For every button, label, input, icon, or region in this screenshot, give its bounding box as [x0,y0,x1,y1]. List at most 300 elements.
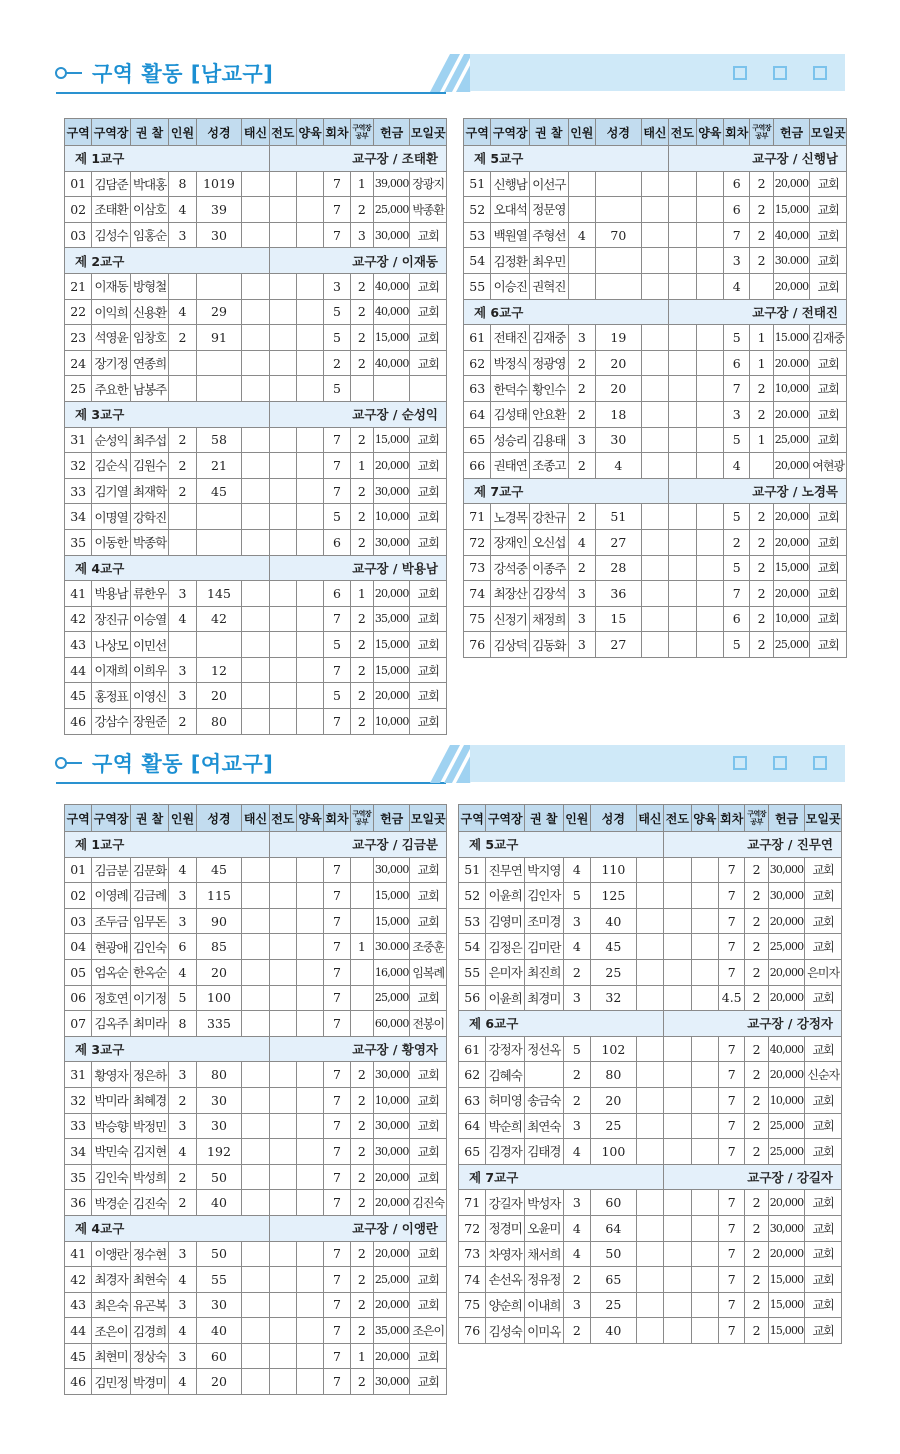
cell-offering: 20,000 [373,1164,409,1190]
cell-taesin [242,1292,269,1318]
group-label: 제 1교구 [65,832,270,858]
cell-offering: 25,000 [373,197,409,223]
cell-deacon-name: 이승열 [130,606,169,632]
cell-evangelism [664,934,691,960]
cell-district-no: 01 [65,857,92,883]
cell-district-no: 07 [65,1011,92,1037]
cell-session-count: 7 [324,934,350,960]
column-header-nurture: 양육 [296,805,323,832]
header-square-icon [773,66,787,80]
table-row [65,934,447,960]
cell-meeting-place: 교회 [410,1139,447,1165]
column-header-nurture: 양육 [696,119,723,146]
cell-deacon-name: 정광영 [530,350,569,376]
cell-offering: 20,000 [768,959,805,985]
cell-leader-study: 2 [350,1318,373,1344]
cell-members: 5 [169,985,196,1011]
table-row [65,1369,447,1395]
cell-leader-name: 주요한 [92,376,131,402]
group-header-row [65,401,447,427]
column-header-deacon-name: 권 찰 [130,119,169,146]
column-header-deacon-name: 권 찰 [530,119,569,146]
table-row [459,857,842,883]
cell-leader-name: 나상모 [92,632,131,658]
cell-session-count: 7 [324,1113,350,1139]
cell-deacon-name: 송금숙 [525,1087,564,1113]
cell-taesin [636,1062,663,1088]
cell-evangelism [664,1318,691,1344]
cell-members: 2 [169,478,196,504]
cell-offering: 20,000 [373,1292,409,1318]
cell-evangelism [269,1267,296,1293]
cell-evangelism [669,555,696,581]
cell-bible: 58 [196,427,242,453]
column-header-leader-study: 구역장 공부 [350,119,373,146]
cell-taesin [636,1292,663,1318]
cell-bible [196,350,242,376]
cell-district-no: 41 [65,581,92,607]
cell-leader-study: 2 [745,908,768,934]
cell-evangelism [269,1369,296,1395]
cell-session-count: 7 [719,1215,745,1241]
cell-taesin [242,683,269,709]
cell-leader-study: 2 [750,248,773,274]
cell-district-no: 46 [65,1369,92,1395]
cell-nurture [296,581,323,607]
cell-leader-name: 차영자 [486,1241,525,1267]
cell-leader-name: 최장산 [491,581,530,607]
cell-taesin [242,985,269,1011]
cell-session-count: 4 [724,453,750,479]
cell-session-count: 7 [324,453,350,479]
cell-district-no: 43 [65,632,92,658]
cell-offering: 39,000 [373,171,409,197]
cell-nurture [296,1011,323,1037]
cell-session-count: 7 [324,959,350,985]
cell-meeting-place: 교회 [805,1215,842,1241]
column-header-bible: 성경 [196,805,242,832]
group-header-row [65,1036,447,1062]
cell-taesin [242,529,269,555]
table-row [65,581,447,607]
cell-members [169,376,196,402]
cell-members: 2 [568,350,595,376]
cell-bible: 27 [596,529,642,555]
cell-deacon-name: 채서희 [525,1241,564,1267]
cell-leader-study: 2 [745,857,768,883]
column-header-meeting-place: 모일곳 [810,119,847,146]
cell-leader-study: 2 [350,1292,373,1318]
cell-meeting-place: 교회 [805,1036,842,1062]
cell-deacon-name: 박지영 [525,857,564,883]
group-leader: 교구장 / 신행남 [669,146,847,172]
cell-meeting-place: 교회 [805,1139,842,1165]
cell-leader-study: 2 [745,934,768,960]
cell-meeting-place: 교회 [410,1087,447,1113]
cell-district-no: 05 [65,959,92,985]
cell-deacon-name [525,1062,564,1088]
cell-leader-name: 김정환 [491,248,530,274]
cell-session-count: 7 [324,1087,350,1113]
column-header-offering: 헌금 [373,805,409,832]
cell-nurture [296,478,323,504]
cell-nurture [296,985,323,1011]
cell-leader-study: 2 [745,1062,768,1088]
cell-evangelism [669,197,696,223]
cell-taesin [242,857,269,883]
cell-session-count: 5 [724,632,750,658]
table-row [459,934,842,960]
cell-taesin [641,555,668,581]
cell-offering: 16,000 [373,959,409,985]
cell-meeting-place: 교회 [805,908,842,934]
cell-district-no: 24 [65,350,92,376]
cell-taesin [242,350,269,376]
cell-members: 4 [169,857,196,883]
cell-leader-study: 2 [750,581,773,607]
cell-evangelism [664,1267,691,1293]
cell-members: 4 [169,959,196,985]
cell-session-count: 2 [324,350,350,376]
cell-deacon-name: 김인숙 [130,934,169,960]
column-header-deacon-name: 권 찰 [130,805,169,832]
group-label: 제 2교구 [65,248,270,274]
cell-deacon-name: 최혜경 [130,1087,169,1113]
cell-meeting-place: 교회 [410,1267,447,1293]
cell-taesin [641,197,668,223]
cell-nurture [296,709,323,735]
cell-bible: 20 [596,376,642,402]
table-row [65,376,447,402]
cell-district-no: 33 [65,1113,92,1139]
cell-session-count: 7 [719,1241,745,1267]
cell-session-count: 7 [324,1139,350,1165]
cell-deacon-name: 박정민 [130,1113,169,1139]
column-header-taesin: 태신 [242,805,269,832]
column-header-taesin: 태신 [242,119,269,146]
cell-taesin [242,1369,269,1395]
district-table-female-right [458,804,842,1344]
cell-bible: 100 [196,985,242,1011]
cell-meeting-place: 교회 [810,504,847,530]
cell-taesin [242,427,269,453]
cell-leader-name: 최은숙 [92,1292,131,1318]
group-leader: 교구장 / 강길자 [664,1164,842,1190]
column-header-bible: 성경 [196,119,242,146]
cell-taesin [242,709,269,735]
cell-leader-name: 한덕수 [491,376,530,402]
cell-leader-study: 2 [745,1215,768,1241]
cell-bible: 125 [591,883,637,909]
cell-leader-name: 장진규 [92,606,131,632]
cell-deacon-name: 이미옥 [525,1318,564,1344]
cell-session-count: 7 [324,709,350,735]
cell-district-no: 33 [65,478,92,504]
cell-taesin [242,581,269,607]
cell-district-no: 63 [459,1087,486,1113]
cell-members: 4 [169,1369,196,1395]
cell-evangelism [269,1164,296,1190]
table-row [459,908,842,934]
table-row [65,1087,447,1113]
cell-meeting-place: 교회 [810,555,847,581]
cell-nurture [696,453,723,479]
cell-meeting-place: 교회 [410,1292,447,1318]
cell-leader-name: 황영자 [92,1062,131,1088]
cell-district-no: 71 [464,504,491,530]
cell-taesin [636,934,663,960]
cell-nurture [296,959,323,985]
cell-bible: 30 [196,1292,242,1318]
cell-meeting-place: 김진숙 [410,1190,447,1216]
cell-evangelism [269,197,296,223]
cell-leader-study: 2 [750,197,773,223]
cell-district-no: 54 [464,248,491,274]
cell-deacon-name: 임창호 [130,325,169,351]
cell-evangelism [269,985,296,1011]
cell-district-no: 32 [65,453,92,479]
cell-meeting-place: 여현광 [810,453,847,479]
cell-nurture [691,1292,718,1318]
cell-members [568,197,595,223]
cell-offering: 30,000 [768,883,805,909]
cell-taesin [641,376,668,402]
cell-bible: 80 [591,1062,637,1088]
cell-district-no: 61 [459,1036,486,1062]
cell-leader-name: 김금분 [92,857,131,883]
column-header-bible: 성경 [596,119,642,146]
cell-evangelism [669,632,696,658]
cell-leader-name: 김혜숙 [486,1062,525,1088]
table-row [65,1343,447,1369]
cell-meeting-place: 은미자 [805,959,842,985]
column-header-evangelism: 전도 [669,119,696,146]
table-row [464,350,847,376]
cell-district-no: 53 [464,222,491,248]
cell-meeting-place: 교회 [805,1113,842,1139]
cell-district-no: 64 [464,401,491,427]
cell-members: 4 [568,222,595,248]
cell-nurture [296,350,323,376]
table-row [464,273,847,299]
cell-district-no: 73 [459,1241,486,1267]
cell-evangelism [269,376,296,402]
cell-meeting-place: 교회 [810,222,847,248]
group-label: 제 3교구 [65,1036,270,1062]
table-row [65,325,447,351]
cell-nurture [296,1062,323,1088]
cell-session-count: 7 [324,908,350,934]
cell-taesin [242,1164,269,1190]
table-header-row [464,119,847,146]
cell-session-count: 7 [324,1011,350,1037]
cell-members: 2 [563,1318,590,1344]
cell-deacon-name: 이기정 [130,985,169,1011]
cell-bible: 40 [591,1318,637,1344]
cell-leader-study: 2 [350,529,373,555]
cell-leader-study: 2 [350,709,373,735]
cell-taesin [641,606,668,632]
group-label: 제 6교구 [459,1011,664,1037]
cell-members: 4 [563,857,590,883]
cell-offering: 20,000 [768,1062,805,1088]
group-leader: 교구장 / 순성익 [269,401,446,427]
cell-session-count: 7 [324,1292,350,1318]
cell-evangelism [669,581,696,607]
cell-bible [196,632,242,658]
cell-members: 2 [563,959,590,985]
cell-taesin [242,959,269,985]
cell-members: 3 [563,985,590,1011]
cell-taesin [636,908,663,934]
cell-evangelism [269,1011,296,1037]
table-row [464,453,847,479]
cell-nurture [691,883,718,909]
cell-leader-study [350,883,373,909]
cell-evangelism [664,985,691,1011]
cell-offering: 30,000 [768,857,805,883]
cell-leader-study: 2 [350,1113,373,1139]
column-header-session-count: 회차 [724,119,750,146]
cell-meeting-place: 교회 [410,1241,447,1267]
cell-evangelism [669,171,696,197]
cell-session-count: 7 [324,171,350,197]
cell-nurture [691,857,718,883]
cell-session-count: 5 [724,555,750,581]
cell-meeting-place: 교회 [410,657,447,683]
cell-session-count: 5 [724,427,750,453]
cell-meeting-place: 교회 [410,1369,447,1395]
cell-offering: 20,000 [773,529,810,555]
group-leader: 교구장 / 박용남 [269,555,446,581]
cell-session-count: 7 [724,222,750,248]
cell-bible: 80 [196,709,242,735]
table-row [459,1241,842,1267]
cell-deacon-name: 정상숙 [130,1343,169,1369]
table-row [65,1139,447,1165]
cell-members: 3 [568,606,595,632]
cell-taesin [636,1318,663,1344]
cell-district-no: 34 [65,1139,92,1165]
cell-offering: 20,000 [373,1343,409,1369]
cell-bible: 335 [196,1011,242,1037]
cell-leader-name: 이윤희 [486,985,525,1011]
cell-members: 8 [169,171,196,197]
cell-leader-study: 2 [745,1292,768,1318]
cell-session-count: 5 [324,632,350,658]
cell-leader-study [750,273,773,299]
cell-leader-study: 2 [750,171,773,197]
table-row [65,504,447,530]
cell-leader-name: 이승진 [491,273,530,299]
cell-nurture [696,504,723,530]
cell-leader-name: 허미영 [486,1087,525,1113]
district-table-male-right [463,118,847,658]
cell-nurture [296,197,323,223]
cell-district-no: 43 [65,1292,92,1318]
cell-leader-study: 2 [350,1241,373,1267]
cell-nurture [696,197,723,223]
cell-district-no: 75 [464,606,491,632]
cell-evangelism [269,857,296,883]
cell-district-no: 35 [65,529,92,555]
cell-nurture [296,632,323,658]
cell-offering: 40,000 [373,299,409,325]
cell-district-no: 66 [464,453,491,479]
cell-session-count: 7 [324,1164,350,1190]
cell-district-no: 65 [459,1139,486,1165]
cell-evangelism [669,504,696,530]
cell-evangelism [669,453,696,479]
cell-members: 4 [568,529,595,555]
cell-offering: 15,000 [768,1292,805,1318]
cell-taesin [242,1241,269,1267]
cell-offering: 25,000 [768,1139,805,1165]
cell-offering: 15,000 [773,197,810,223]
cell-leader-study: 2 [350,427,373,453]
table-row [464,529,847,555]
cell-offering: 20,000 [773,453,810,479]
cell-taesin [636,1036,663,1062]
cell-evangelism [664,1087,691,1113]
cell-leader-name: 박미라 [92,1087,131,1113]
cell-nurture [696,248,723,274]
cell-offering: 20,000 [773,581,810,607]
cell-nurture [691,1087,718,1113]
cell-taesin [242,376,269,402]
cell-meeting-place: 교회 [805,1241,842,1267]
cell-deacon-name: 조미경 [525,908,564,934]
cell-meeting-place: 교회 [410,478,447,504]
cell-leader-name: 이윤희 [486,883,525,909]
table-row [65,453,447,479]
cell-members: 2 [169,325,196,351]
cell-evangelism [269,1087,296,1113]
table-row [459,1292,842,1318]
cell-offering: 30,000 [373,478,409,504]
cell-members: 3 [169,1343,196,1369]
cell-members: 2 [568,401,595,427]
cell-session-count: 7 [324,1369,350,1395]
cell-nurture [296,504,323,530]
table-row [464,401,847,427]
cell-session-count: 7 [719,1190,745,1216]
cell-bible: 20 [596,350,642,376]
cell-leader-name: 김인숙 [92,1164,131,1190]
cell-nurture [696,606,723,632]
cell-leader-name: 김담준 [92,171,131,197]
cell-offering: 25,000 [768,1113,805,1139]
cell-nurture [696,171,723,197]
cell-leader-name: 김민정 [92,1369,131,1395]
cell-nurture [296,299,323,325]
table-row [459,1215,842,1241]
cell-leader-name: 김경자 [486,1139,525,1165]
group-label: 제 5교구 [459,832,664,858]
cell-leader-name: 강정자 [486,1036,525,1062]
cell-meeting-place: 교회 [410,529,447,555]
cell-members: 2 [568,376,595,402]
cell-taesin [641,453,668,479]
table-row [65,1292,447,1318]
cell-taesin [641,325,668,351]
column-header-leader-name: 구역장 [486,805,525,832]
group-leader: 교구장 / 진무연 [664,832,842,858]
group-header-row [65,555,447,581]
cell-bible: 30 [196,222,242,248]
cell-district-no: 32 [65,1087,92,1113]
cell-leader-name: 이영례 [92,883,131,909]
